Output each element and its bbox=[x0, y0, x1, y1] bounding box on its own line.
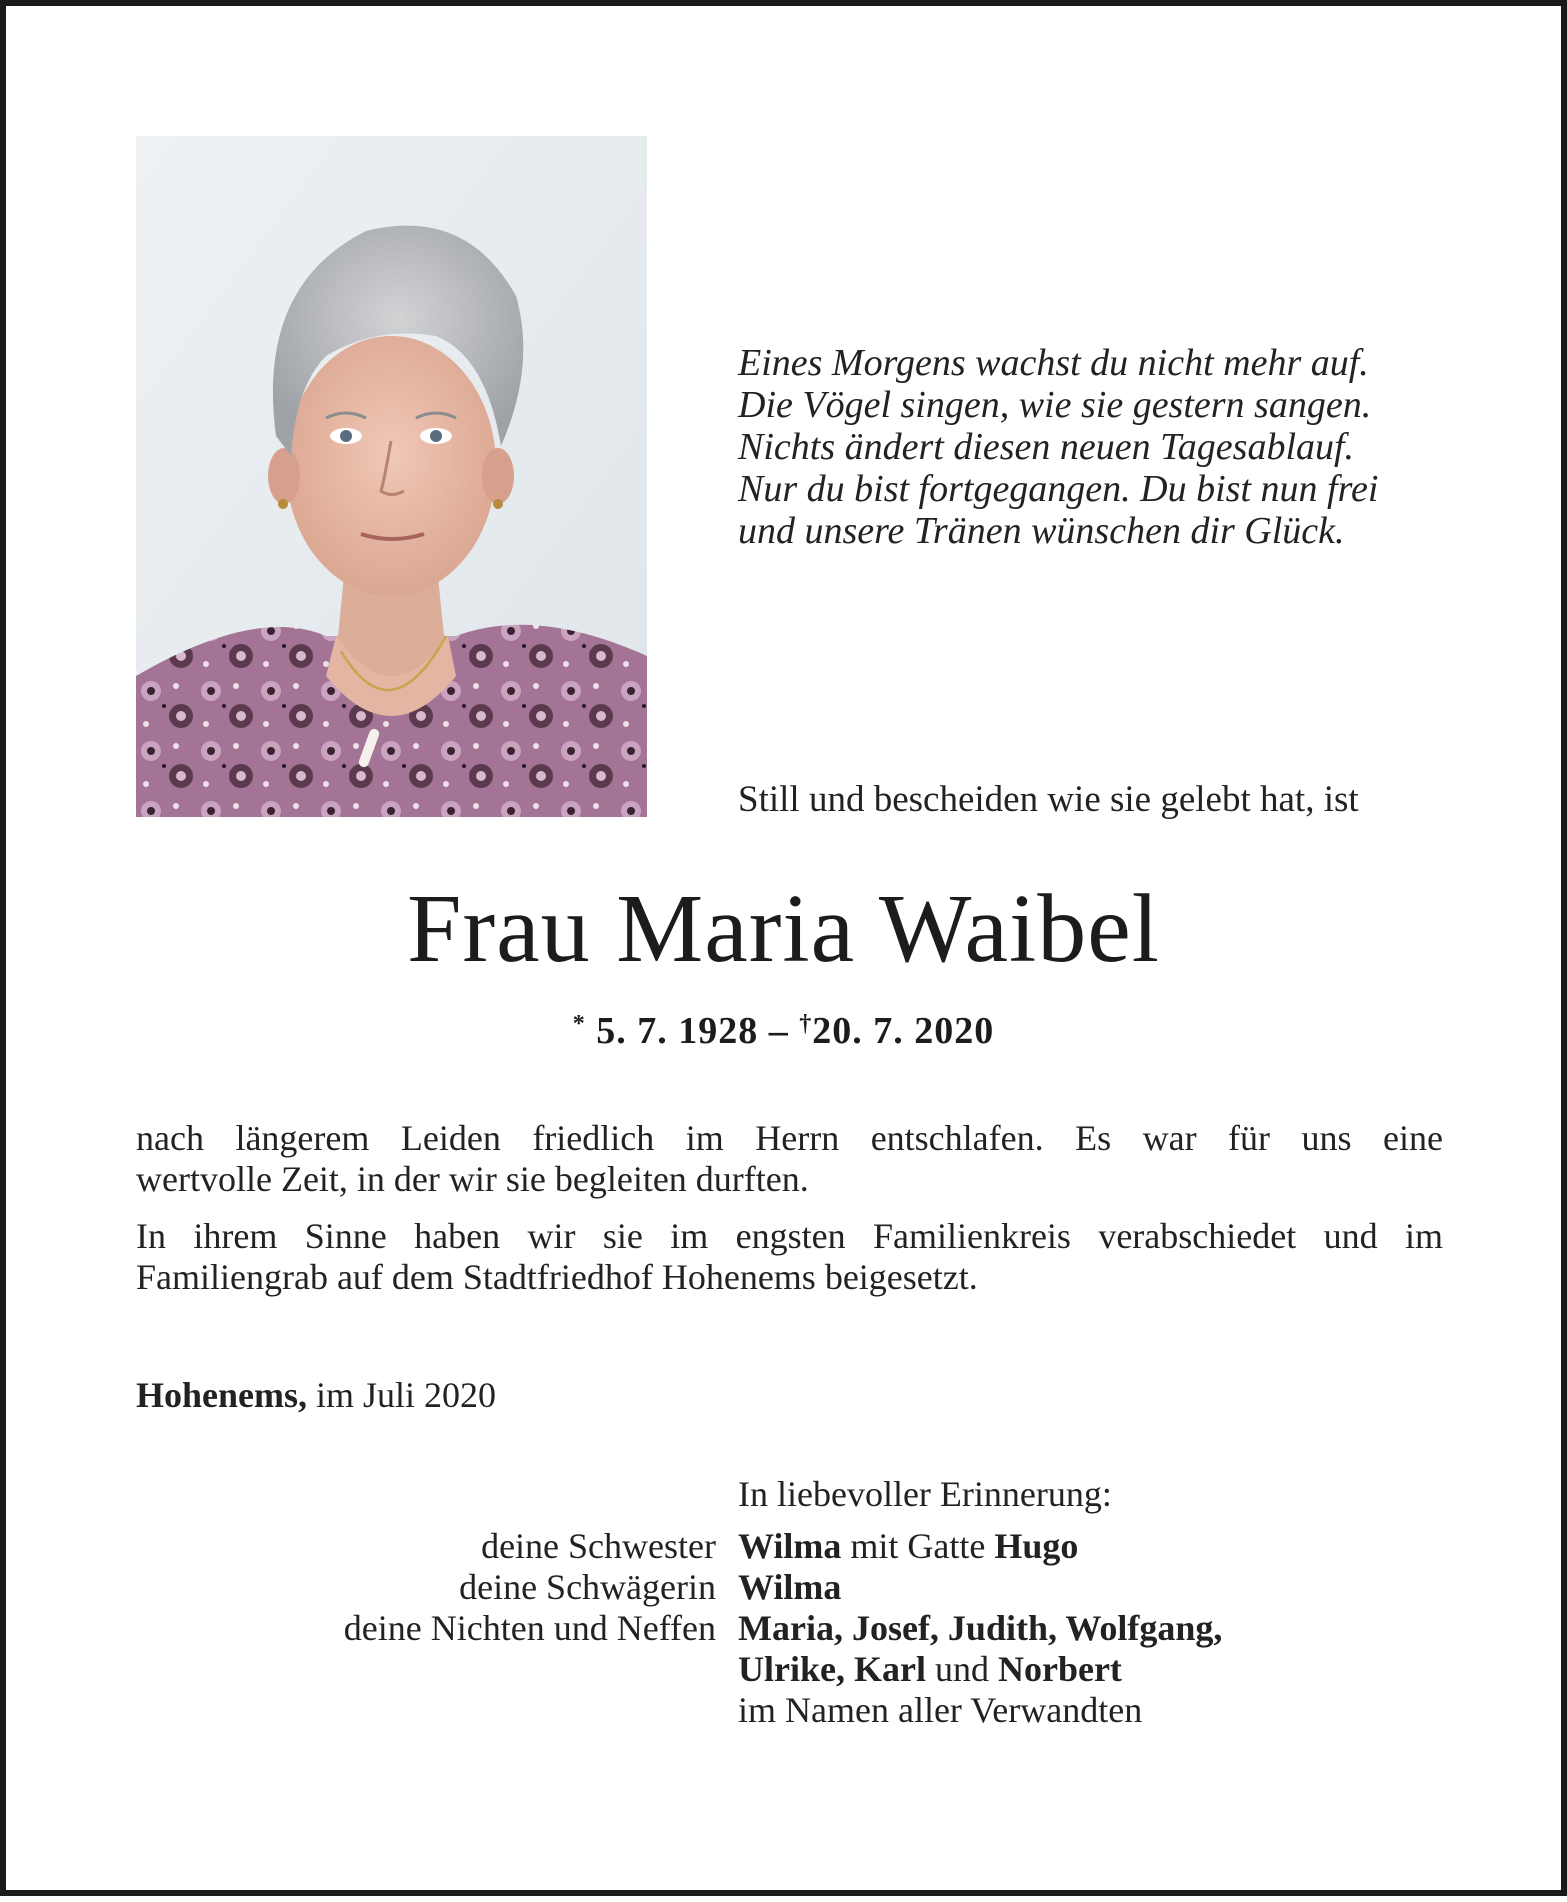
intro-text: Still und bescheiden wie sie gelebt hat, ist bbox=[738, 779, 1359, 820]
family-list bbox=[6, 1526, 1561, 1731]
text-line: In ihrem Sinne haben wir sie im engsten Familienkreis verabschiedet und im bbox=[136, 1216, 1443, 1256]
place-date: im Juli 2020 bbox=[316, 1375, 497, 1415]
date-separator: – bbox=[768, 1010, 789, 1052]
text-line: wertvolle Zeit, in der wir sie begleiten durften. bbox=[136, 1159, 809, 1199]
person-name: Wilma bbox=[738, 1567, 842, 1607]
life-dates bbox=[6, 1009, 1561, 1053]
memory-heading: In liebevoller Erinnerung: bbox=[738, 1474, 1112, 1514]
poem bbox=[738, 342, 1498, 552]
person-name: Wilma bbox=[738, 1526, 842, 1566]
deceased-name: Frau Maria Waibel bbox=[407, 875, 1160, 983]
place-town: Hohenems, bbox=[136, 1375, 307, 1415]
connector-text: mit Gatte bbox=[850, 1526, 986, 1566]
poem-line: Nur du bist fortgegangen. Du bist nun frei bbox=[738, 468, 1379, 510]
poem-line: Eines Morgens wachst du nicht mehr auf. bbox=[738, 342, 1369, 384]
body-text bbox=[136, 1118, 1443, 1298]
relation-names bbox=[738, 1608, 1222, 1649]
family-row bbox=[6, 1526, 1561, 1567]
obituary-page bbox=[6, 6, 1561, 1890]
text-line: Familiengrab auf dem Stadtfriedhof Hohenems beigesetzt. bbox=[136, 1257, 978, 1297]
relation-names bbox=[738, 1649, 1122, 1690]
paragraph bbox=[136, 1216, 1443, 1298]
family-row bbox=[6, 1608, 1561, 1649]
relation-names bbox=[738, 1526, 1078, 1567]
person-name: Norbert bbox=[997, 1649, 1122, 1689]
birth-date: 5. 7. 1928 bbox=[596, 1010, 759, 1052]
relatives-line: im Namen aller Verwandten bbox=[738, 1690, 1143, 1730]
paragraph bbox=[136, 1118, 1443, 1200]
portrait-illustration bbox=[136, 136, 647, 817]
text-line: nach längerem Leiden friedlich im Herrn entschlafen. Es war für uns eine bbox=[136, 1118, 1443, 1158]
family-row bbox=[6, 1567, 1561, 1608]
relation-label: deine Schwägerin bbox=[459, 1567, 716, 1607]
person-names: Ulrike, Karl bbox=[738, 1649, 926, 1689]
relation-names bbox=[738, 1567, 841, 1608]
poem-line: und unsere Tränen wünschen dir Glück. bbox=[738, 510, 1345, 552]
relation-label: deine Schwester bbox=[481, 1526, 716, 1566]
person-name: Hugo bbox=[994, 1526, 1079, 1566]
death-cross-icon: † bbox=[799, 1011, 813, 1037]
connector-text: und bbox=[934, 1649, 989, 1689]
death-date: 20. 7. 2020 bbox=[812, 1010, 995, 1052]
poem-line: Nichts ändert diesen neuen Tagesablauf. bbox=[738, 426, 1355, 468]
family-row bbox=[6, 1649, 1561, 1690]
place-and-date bbox=[136, 1374, 496, 1416]
birth-star-icon: * bbox=[572, 1011, 586, 1037]
relation-label: deine Nichten und Neffen bbox=[343, 1608, 716, 1648]
poem-line: Die Vögel singen, wie sie gestern sangen. bbox=[738, 384, 1372, 426]
family-row bbox=[6, 1690, 1561, 1731]
portrait-photo bbox=[136, 136, 647, 817]
person-names: Maria, Josef, Judith, Wolfgang, bbox=[738, 1608, 1223, 1648]
